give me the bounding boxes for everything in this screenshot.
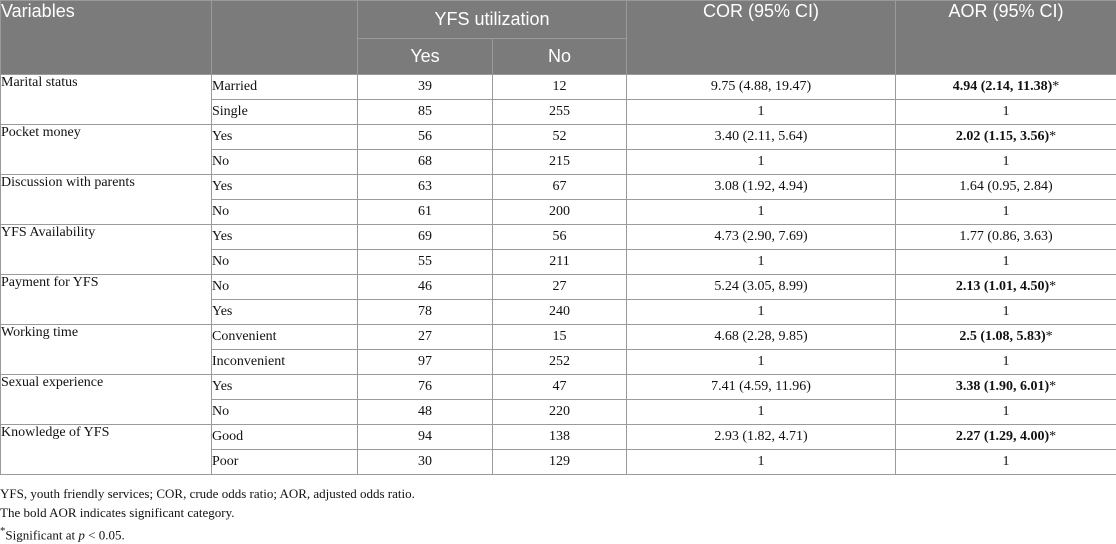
header-aor: AOR (95% CI) — [896, 1, 1116, 75]
category-cell: Yes — [212, 175, 358, 200]
variable-name: Working time — [1, 325, 212, 375]
aor-value-significant: 2.13 (1.01, 4.50) — [956, 279, 1049, 294]
category-cell: Yes — [212, 375, 358, 400]
cor-cell: 4.73 (2.90, 7.69) — [627, 225, 896, 250]
category-cell: No — [212, 150, 358, 175]
aor-cell: 1 — [896, 350, 1116, 375]
category-cell: Yes — [212, 225, 358, 250]
aor-value-significant: 4.94 (2.14, 11.38) — [953, 79, 1053, 94]
yes-count-cell: 39 — [358, 75, 493, 100]
cor-cell: 5.24 (3.05, 8.99) — [627, 275, 896, 300]
cor-cell: 1 — [627, 350, 896, 375]
table-row — [1, 425, 1116, 450]
table-footnotes — [0, 484, 415, 544]
no-count-cell: 12 — [493, 75, 627, 100]
aor-cell — [896, 325, 1116, 350]
aor-cell — [896, 275, 1116, 300]
variable-name: Marital status — [1, 75, 212, 125]
category-cell: Good — [212, 425, 358, 450]
variable-name: Sexual experience — [1, 375, 212, 425]
header-cor: COR (95% CI) — [627, 1, 896, 75]
significance-marker: * — [1052, 79, 1059, 94]
category-cell: No — [212, 400, 358, 425]
category-cell: Yes — [212, 125, 358, 150]
cor-cell: 1 — [627, 100, 896, 125]
no-count-cell: 129 — [493, 450, 627, 475]
aor-cell — [896, 375, 1116, 400]
footnote-marker: * — [0, 525, 5, 537]
significance-marker: * — [1046, 329, 1053, 344]
aor-value-significant: 2.5 (1.08, 5.83) — [959, 329, 1045, 344]
header-yfs-utilization: YFS utilization — [358, 1, 627, 39]
category-cell: Inconvenient — [212, 350, 358, 375]
yes-count-cell: 56 — [358, 125, 493, 150]
table-row — [1, 225, 1116, 250]
no-count-cell: 200 — [493, 200, 627, 225]
header-no: No — [493, 39, 627, 75]
aor-cell — [896, 425, 1116, 450]
header-variables: Variables — [1, 1, 212, 75]
yes-count-cell: 68 — [358, 150, 493, 175]
yes-count-cell: 63 — [358, 175, 493, 200]
yes-count-cell: 78 — [358, 300, 493, 325]
yes-count-cell: 61 — [358, 200, 493, 225]
aor-cell: 1 — [896, 450, 1116, 475]
category-cell: No — [212, 200, 358, 225]
cor-cell: 2.93 (1.82, 4.71) — [627, 425, 896, 450]
yes-count-cell: 48 — [358, 400, 493, 425]
aor-value-significant: 2.27 (1.29, 4.00) — [956, 429, 1049, 444]
no-count-cell: 220 — [493, 400, 627, 425]
table-row — [1, 375, 1116, 400]
yes-count-cell: 46 — [358, 275, 493, 300]
category-cell: No — [212, 275, 358, 300]
footnote-abbreviations: YFS, youth friendly services; COR, crude odds ratio; AOR, adjusted odds ratio. — [0, 484, 415, 503]
category-cell: Poor — [212, 450, 358, 475]
no-count-cell: 15 — [493, 325, 627, 350]
table-row — [1, 75, 1116, 100]
yes-count-cell: 76 — [358, 375, 493, 400]
cor-cell: 1 — [627, 400, 896, 425]
significance-marker: * — [1049, 129, 1056, 144]
footnote-significance — [0, 522, 415, 544]
variable-name: YFS Availability — [1, 225, 212, 275]
aor-cell: 1 — [896, 300, 1116, 325]
cor-cell: 1 — [627, 300, 896, 325]
cor-cell: 3.08 (1.92, 4.94) — [627, 175, 896, 200]
cor-cell: 9.75 (4.88, 19.47) — [627, 75, 896, 100]
no-count-cell: 255 — [493, 100, 627, 125]
table-header — [1, 1, 1116, 75]
yes-count-cell: 30 — [358, 450, 493, 475]
cor-cell: 7.41 (4.59, 11.96) — [627, 375, 896, 400]
footnote-sig-suffix: < 0.05. — [85, 527, 125, 542]
aor-cell: 1.64 (0.95, 2.84) — [896, 175, 1116, 200]
category-cell: No — [212, 250, 358, 275]
aor-cell: 1 — [896, 200, 1116, 225]
category-cell: Single — [212, 100, 358, 125]
no-count-cell: 47 — [493, 375, 627, 400]
aor-value-significant: 2.02 (1.15, 3.56) — [956, 129, 1049, 144]
no-count-cell: 252 — [493, 350, 627, 375]
aor-cell: 1 — [896, 150, 1116, 175]
significance-marker: * — [1049, 279, 1056, 294]
cor-cell: 1 — [627, 150, 896, 175]
category-cell: Married — [212, 75, 358, 100]
cor-cell: 1 — [627, 450, 896, 475]
footnote-bold: The bold AOR indicates significant category. — [0, 503, 415, 522]
no-count-cell: 215 — [493, 150, 627, 175]
cor-cell: 4.68 (2.28, 9.85) — [627, 325, 896, 350]
yes-count-cell: 97 — [358, 350, 493, 375]
significance-marker: * — [1049, 429, 1056, 444]
table-row — [1, 175, 1116, 200]
aor-value-significant: 3.38 (1.90, 6.01) — [956, 379, 1049, 394]
aor-cell — [896, 75, 1116, 100]
cor-cell: 1 — [627, 200, 896, 225]
variable-name: Pocket money — [1, 125, 212, 175]
no-count-cell: 27 — [493, 275, 627, 300]
table-row — [1, 325, 1116, 350]
no-count-cell: 138 — [493, 425, 627, 450]
no-count-cell: 211 — [493, 250, 627, 275]
header-yes: Yes — [358, 39, 493, 75]
cor-cell: 1 — [627, 250, 896, 275]
table-row — [1, 275, 1116, 300]
category-cell: Yes — [212, 300, 358, 325]
yes-count-cell: 69 — [358, 225, 493, 250]
cor-cell: 3.40 (2.11, 5.64) — [627, 125, 896, 150]
no-count-cell: 240 — [493, 300, 627, 325]
no-count-cell: 52 — [493, 125, 627, 150]
yes-count-cell: 27 — [358, 325, 493, 350]
aor-cell: 1.77 (0.86, 3.63) — [896, 225, 1116, 250]
yes-count-cell: 55 — [358, 250, 493, 275]
table-body — [1, 75, 1116, 475]
significance-marker: * — [1049, 379, 1056, 394]
yes-count-cell: 94 — [358, 425, 493, 450]
footnote-sig-var: p — [78, 527, 85, 542]
no-count-cell: 67 — [493, 175, 627, 200]
variable-name: Payment for YFS — [1, 275, 212, 325]
category-cell: Convenient — [212, 325, 358, 350]
aor-cell — [896, 125, 1116, 150]
aor-cell: 1 — [896, 250, 1116, 275]
variable-name: Discussion with parents — [1, 175, 212, 225]
table-row — [1, 125, 1116, 150]
variable-name: Knowledge of YFS — [1, 425, 212, 475]
footnote-sig-prefix: Significant at — [5, 527, 78, 542]
no-count-cell: 56 — [493, 225, 627, 250]
yes-count-cell: 85 — [358, 100, 493, 125]
aor-cell: 1 — [896, 400, 1116, 425]
header-category — [212, 1, 358, 75]
aor-cell: 1 — [896, 100, 1116, 125]
